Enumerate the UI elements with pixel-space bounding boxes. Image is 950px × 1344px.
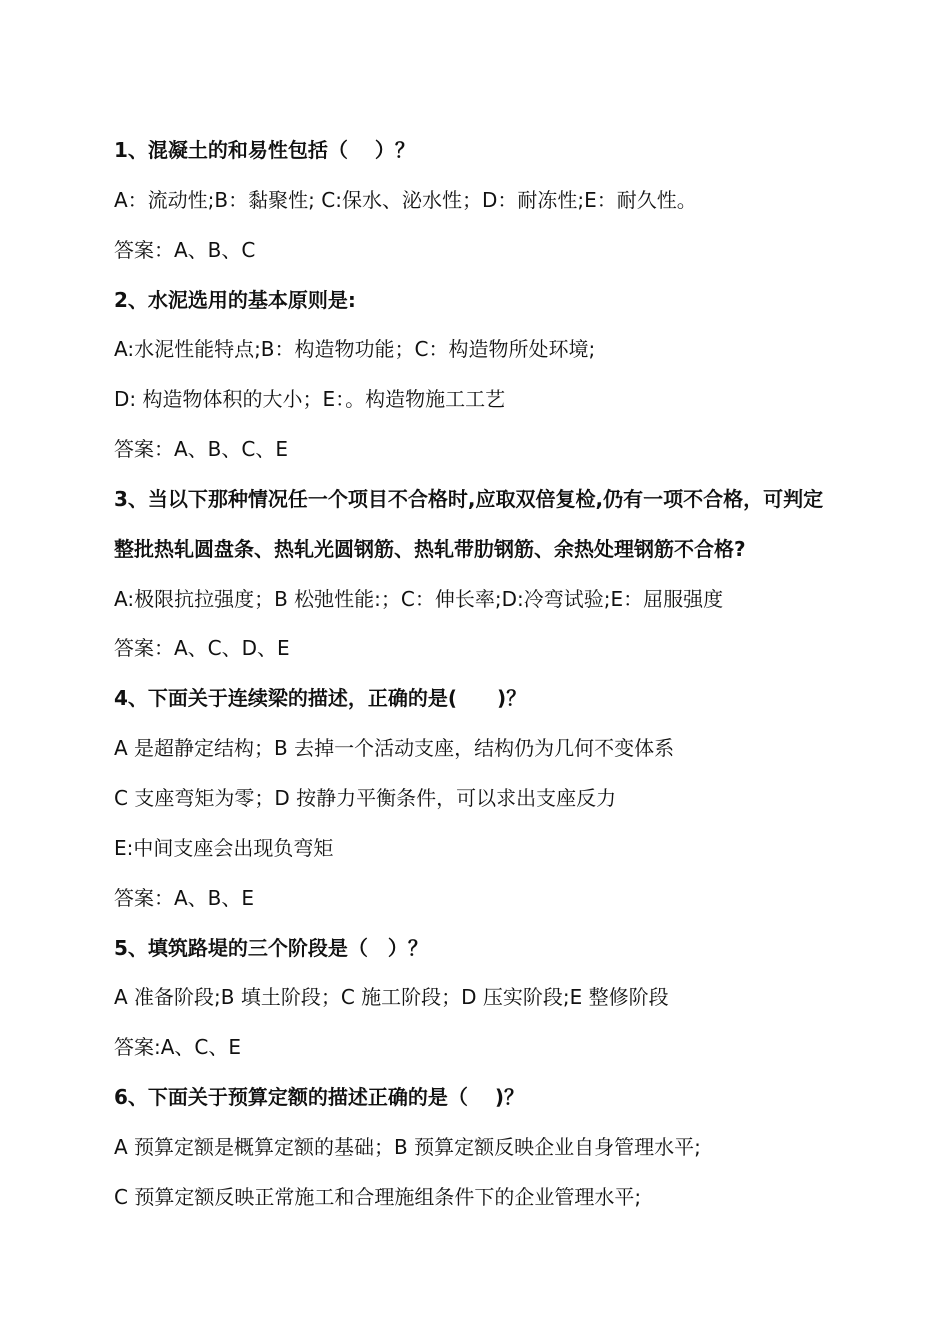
- question-1-options: A：流动性;B：黏聚性; C:保水、泌水性；D：耐冻性;E：耐久性。: [114, 187, 697, 212]
- question-6-options-line-1: A 预算定额是概算定额的基础；B 预算定额反映企业自身管理水平;: [114, 1134, 701, 1159]
- question-3-title-line-2: 整批热轧圆盘条、热轧光圆钢筋、热轧带肋钢筋、余热处理钢筋不合格?: [114, 536, 746, 561]
- question-2-title: 2、水泥选用的基本原则是:: [114, 287, 356, 312]
- question-4-options-line-1: A 是超静定结构；B 去掉一个活动支座，结构仍为几何不变体系: [114, 736, 675, 761]
- question-3-title-line-1: 3、当以下那种情况任一个项目不合格时,应取双倍复检,仍有一项不合格，可判定: [114, 486, 824, 511]
- question-3-options: A:极限抗拉强度；B 松弛性能:；C：伸长率;D:冷弯试验;E：屈服强度: [114, 586, 724, 611]
- question-2-options-line-1: A:水泥性能特点;B：构造物功能；C：构造物所处环境;: [114, 337, 596, 362]
- question-4-options-line-2: C 支座弯矩为零；D 按静力平衡条件，可以求出支座反力: [114, 785, 617, 810]
- question-2-answer: 答案：A、B、C、E: [114, 437, 289, 462]
- question-3-answer: 答案：A、C、D、E: [114, 636, 290, 661]
- question-list: [114, 126, 874, 1223]
- question-5-title: 5、填筑路堤的三个阶段是（ ）？: [114, 935, 428, 960]
- question-5-answer: 答案:A、C、E: [114, 1035, 242, 1060]
- question-2-options-line-2: D: 构造物体积的大小；E：。构造物施工工艺: [114, 387, 506, 412]
- question-4-answer: 答案：A、B、E: [114, 885, 255, 910]
- question-4-options-line-3: E:中间支座会出现负弯矩: [114, 835, 334, 860]
- question-1-answer: 答案：A、B、C: [114, 237, 256, 262]
- question-6-options-line-2: C 预算定额反映正常施工和合理施组条件下的企业管理水平;: [114, 1184, 642, 1209]
- question-6-title: 6、下面关于预算定额的描述正确的是（ )？: [114, 1085, 525, 1110]
- question-4-title: 4、下面关于连续梁的描述，正确的是( )？: [114, 686, 527, 711]
- question-1-title: 1、混凝土的和易性包括（ ）？: [114, 138, 415, 162]
- question-5-options: A 准备阶段;B 填土阶段；C 施工阶段；D 压实阶段;E 整修阶段: [114, 985, 669, 1010]
